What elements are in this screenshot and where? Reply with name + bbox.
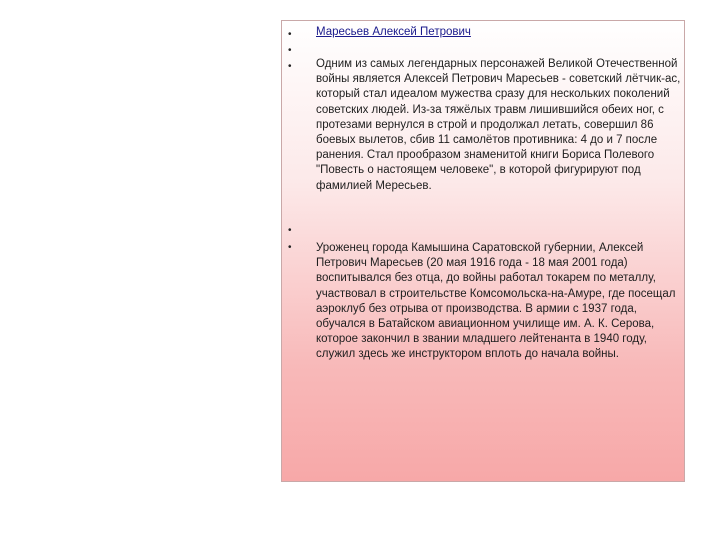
bullet-marker: • xyxy=(288,225,292,236)
bullet-marker: • xyxy=(288,242,292,253)
paragraph-biography: Уроженец города Камышина Саратовской губернии, Алексей Петрович Маресьев (20 мая 1916 года - 18 мая 2001 года) воспитывался без отца, до войны работал токарем по металлу, участвовал в строительстве Комсомольска-на-Амуре, где посещал аэроклуб без отрыва от производства. В армии с 1937 года, обучался в Батайском авиационном училище им. А. К. Серова, которое закончил в звании младшего лейтенанта в 1940 году, служил здесь же инструктором вплоть до начала войны. xyxy=(316,242,676,361)
title-link[interactable]: Маресьев Алексей Петрович xyxy=(316,26,471,38)
bullet-marker: • xyxy=(288,61,292,72)
bullet-marker: • xyxy=(288,45,292,56)
paragraph-intro: Одним из самых легендарных персонажей Великой Отечественной войны является Алексей Петрович Маресьев - советский лётчик-ас, который стал идеалом мужества сразу для нескольких поколений советских людей. Из-за тяжёлых травм лишившийся обеих ног, с протезами вернулся в строй и продолжал летать, совершил 86 боевых вылетов, сбив 11 самолётов противника: 4 до и 7 после ранения. Стал прообразом знаменитой книги Бориса Полевого "Повесть о настоящем человеке", в которой фигурируют под фамилией Мересьев. xyxy=(316,58,681,192)
bullet-marker: • xyxy=(288,29,292,40)
content-panel xyxy=(281,20,685,482)
